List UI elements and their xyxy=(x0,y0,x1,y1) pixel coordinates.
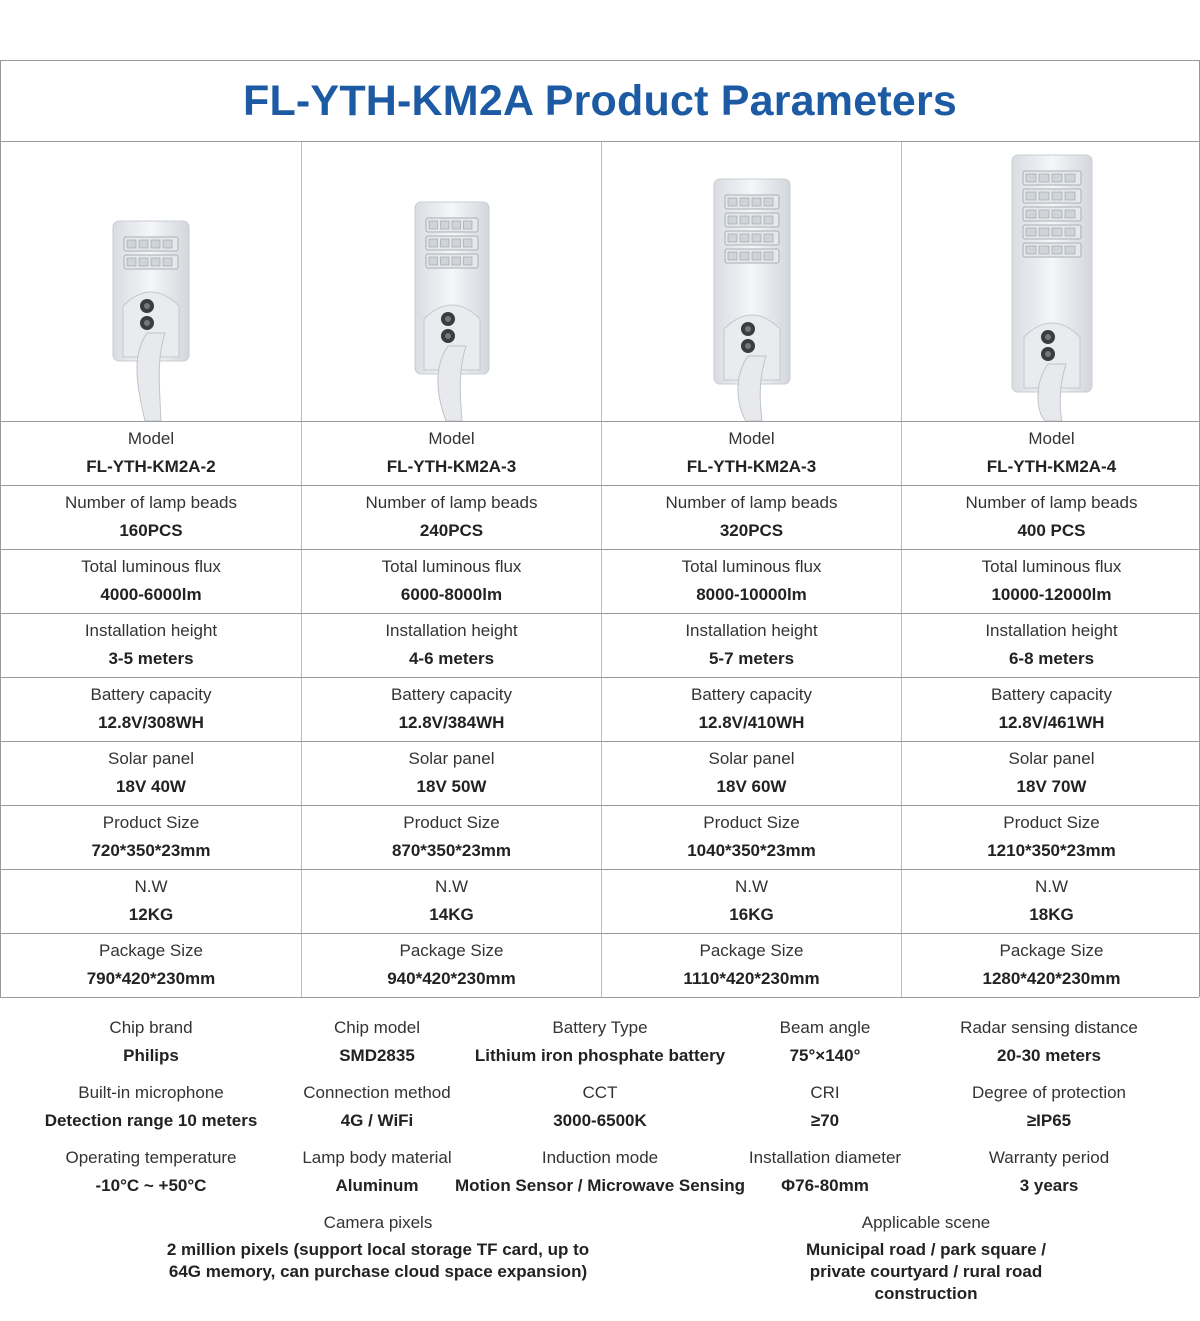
spec-label: Battery capacity xyxy=(391,685,512,704)
street-light-icon xyxy=(302,142,601,421)
title-row xyxy=(1,61,1199,142)
street-light-icon xyxy=(602,142,901,421)
common-spec xyxy=(780,1018,871,1066)
spec-value: 790*420*230mm xyxy=(86,969,216,988)
spec-cell xyxy=(901,806,1200,869)
spec-value: 18V 70W xyxy=(1016,777,1087,796)
spec-value: ≥70 xyxy=(810,1111,840,1130)
common-spec xyxy=(960,1018,1138,1066)
spec-label: Number of lamp beads xyxy=(965,493,1138,512)
spec-label: Applicable scene xyxy=(861,1213,991,1232)
spec-cell xyxy=(901,550,1200,613)
spec-value: 10000-12000lm xyxy=(991,585,1112,604)
spec-value: 1110*420*230mm xyxy=(683,969,820,988)
spec-value: 940*420*230mm xyxy=(387,969,516,988)
spec-label: Radar sensing distance xyxy=(960,1018,1138,1037)
spec-cell xyxy=(1,678,301,741)
spec-cell xyxy=(901,870,1200,933)
spec-value: 8000-10000lm xyxy=(696,585,807,604)
spec-cell xyxy=(1,742,301,805)
spec-value: 1280*420*230mm xyxy=(982,969,1121,988)
spec-value: -10°C ~ +50°C xyxy=(95,1176,207,1195)
spec-value: 3 years xyxy=(1019,1176,1079,1195)
spec-value: Philips xyxy=(123,1046,179,1065)
spec-cell xyxy=(1,614,301,677)
spec-cell xyxy=(301,550,601,613)
product-image-3 xyxy=(601,142,901,421)
common-spec xyxy=(749,1148,901,1196)
spec-value: 160PCS xyxy=(119,521,183,540)
spec-cell xyxy=(601,422,901,485)
spec-value: 12.8V/461WH xyxy=(998,713,1105,732)
bottom-specs-row xyxy=(0,1213,1200,1303)
spec-value: 16KG xyxy=(729,905,774,924)
spec-row xyxy=(1,550,1200,614)
spec-value: 400 PCS xyxy=(1017,521,1086,540)
street-light-icon xyxy=(1,142,301,421)
spec-value: Detection range 10 meters xyxy=(44,1111,258,1130)
spec-cell xyxy=(601,934,901,997)
spec-cell xyxy=(901,422,1200,485)
spec-label: Model xyxy=(428,429,475,448)
spec-label: Package Size xyxy=(99,941,203,960)
spec-label: Operating temperature xyxy=(65,1148,237,1167)
spec-label: Product Size xyxy=(1003,813,1100,832)
spec-value: FL-YTH-KM2A-3 xyxy=(386,457,517,476)
spec-label: Total luminous flux xyxy=(981,557,1122,576)
spec-label: N.W xyxy=(434,877,469,896)
spec-value: FL-YTH-KM2A-4 xyxy=(986,457,1117,476)
spec-label: Lamp body material xyxy=(302,1148,452,1167)
spec-label: CCT xyxy=(582,1083,618,1102)
spec-label: Installation height xyxy=(385,621,518,640)
street-light-icon xyxy=(902,142,1200,421)
spec-label: Installation height xyxy=(985,621,1118,640)
spec-label: Beam angle xyxy=(779,1018,871,1037)
spec-value: FL-YTH-KM2A-2 xyxy=(86,457,216,476)
spec-cell xyxy=(1,550,301,613)
spec-label: Model xyxy=(1028,429,1075,448)
spec-label: Number of lamp beads xyxy=(365,493,538,512)
common-spec xyxy=(475,1018,725,1066)
spec-cell xyxy=(1,870,301,933)
spec-cell xyxy=(901,678,1200,741)
spec-label: Battery capacity xyxy=(691,685,812,704)
spec-cell xyxy=(1,486,301,549)
spec-label: Product Size xyxy=(102,813,200,832)
spec-cell xyxy=(601,742,901,805)
spec-label: Warranty period xyxy=(988,1148,1110,1167)
common-specs-row xyxy=(0,1018,1200,1083)
spec-value: Aluminum xyxy=(335,1176,419,1195)
spec-label: Degree of protection xyxy=(971,1083,1127,1102)
spec-cell xyxy=(301,806,601,869)
spec-value: 2 million pixels (support local storage TF card, up to 64G memory, can purchase cloud space expansion) xyxy=(166,1240,590,1281)
spec-label: Total luminous flux xyxy=(81,557,221,576)
product-image-4 xyxy=(901,142,1200,421)
spec-row xyxy=(1,422,1200,486)
common-spec xyxy=(972,1083,1126,1131)
spec-value: 720*350*23mm xyxy=(91,841,211,860)
spec-cell xyxy=(601,678,901,741)
spec-value: Φ76-80mm xyxy=(781,1176,869,1195)
spec-cell xyxy=(901,614,1200,677)
spec-value: 320PCS xyxy=(719,521,784,540)
spec-cell xyxy=(1,422,301,485)
common-spec xyxy=(989,1148,1109,1196)
spec-cell xyxy=(901,486,1200,549)
spec-cell xyxy=(901,934,1200,997)
spec-value: 18KG xyxy=(1029,905,1074,924)
spec-label: N.W xyxy=(134,877,168,896)
spec-value: 12.8V/384WH xyxy=(398,713,505,732)
spec-label: Model xyxy=(728,429,775,448)
spec-value: SMD2835 xyxy=(339,1046,415,1065)
common-specs-row xyxy=(0,1148,1200,1213)
spec-label: Solar panel xyxy=(107,749,194,768)
common-spec xyxy=(45,1083,258,1131)
spec-cell xyxy=(301,934,601,997)
spec-cell xyxy=(1,806,301,869)
spec-cell xyxy=(301,742,601,805)
spec-label: Installation diameter xyxy=(748,1148,902,1167)
common-specs-row xyxy=(0,1083,1200,1148)
common-spec xyxy=(302,1148,451,1196)
spec-label: Solar panel xyxy=(408,749,495,768)
spec-cell xyxy=(301,870,601,933)
spec-value: 14KG xyxy=(429,905,474,924)
spec-value: FL-YTH-KM2A-3 xyxy=(686,457,817,476)
spec-row xyxy=(1,742,1200,806)
applicable-scene-spec xyxy=(789,1213,1063,1305)
spec-label: Total luminous flux xyxy=(381,557,522,576)
spec-label: Chip brand xyxy=(109,1018,193,1037)
spec-value: 870*350*23mm xyxy=(391,841,512,860)
spec-label: Solar panel xyxy=(708,749,795,768)
common-spec xyxy=(553,1083,647,1131)
spec-value: 1040*350*23mm xyxy=(687,841,816,860)
spec-row xyxy=(1,486,1200,550)
spec-value: ≥IP65 xyxy=(1026,1111,1072,1130)
spec-value: 12KG xyxy=(128,905,174,924)
spec-value: 6-8 meters xyxy=(1008,649,1095,668)
spec-label: Package Size xyxy=(699,941,804,960)
spec-label: CRI xyxy=(810,1083,840,1102)
spec-label: Product Size xyxy=(703,813,800,832)
spec-label: Installation height xyxy=(84,621,218,640)
spec-value: Lithium iron phosphate battery xyxy=(474,1046,726,1065)
product-image-1 xyxy=(1,142,301,421)
common-spec xyxy=(303,1083,450,1131)
spec-label: Total luminous flux xyxy=(681,557,822,576)
spec-label: Solar panel xyxy=(1008,749,1095,768)
spec-row xyxy=(1,806,1200,870)
spec-label: Induction mode xyxy=(541,1148,659,1167)
spec-label: Number of lamp beads xyxy=(65,493,237,512)
parameters-table xyxy=(0,60,1199,998)
spec-label: N.W xyxy=(734,877,769,896)
spec-value: 75°×140° xyxy=(789,1046,861,1065)
common-spec xyxy=(810,1083,839,1131)
spec-value: 4-6 meters xyxy=(408,649,495,668)
spec-cell xyxy=(301,422,601,485)
spec-cell xyxy=(1,934,301,997)
spec-label: Chip model xyxy=(334,1018,420,1037)
spec-value: 1210*350*23mm xyxy=(987,841,1116,860)
spec-label: Number of lamp beads xyxy=(665,493,838,512)
spec-value: 20-30 meters xyxy=(997,1046,1101,1065)
spec-value: 18V 60W xyxy=(716,777,787,796)
spec-label: N.W xyxy=(1034,877,1069,896)
spec-cell xyxy=(601,614,901,677)
spec-cell xyxy=(601,806,901,869)
spec-cell xyxy=(301,614,601,677)
spec-value: Municipal road / park square / private courtyard / rural road construction xyxy=(806,1240,1046,1303)
common-spec xyxy=(109,1018,192,1066)
spec-value: 3-5 meters xyxy=(108,649,194,668)
spec-label: Built-in microphone xyxy=(78,1083,224,1102)
spec-label: Model xyxy=(127,429,175,448)
common-spec xyxy=(455,1148,745,1196)
spec-value: 6000-8000lm xyxy=(400,585,503,604)
spec-label: Product Size xyxy=(403,813,500,832)
spec-cell xyxy=(901,742,1200,805)
spec-row xyxy=(1,614,1200,678)
spec-value: 18V 40W xyxy=(116,777,186,796)
spec-label: Battery capacity xyxy=(991,685,1112,704)
spec-value: 240PCS xyxy=(419,521,484,540)
spec-row xyxy=(1,870,1200,934)
spec-cell xyxy=(601,550,901,613)
spec-row xyxy=(1,934,1200,997)
spec-value: 5-7 meters xyxy=(708,649,795,668)
spec-value: 4000-6000lm xyxy=(100,585,202,604)
common-spec xyxy=(334,1018,420,1066)
page-title: FL-YTH-KM2A Product Parameters xyxy=(242,76,958,125)
spec-value: 4G / WiFi xyxy=(340,1111,414,1130)
product-image-2 xyxy=(301,142,601,421)
spec-label: Package Size xyxy=(399,941,504,960)
spec-cell xyxy=(601,486,901,549)
spec-value: 18V 50W xyxy=(416,777,487,796)
spec-label: Camera pixels xyxy=(323,1213,433,1232)
camera-pixels-spec xyxy=(167,1213,589,1283)
spec-cell xyxy=(301,678,601,741)
spec-value: 12.8V/308WH xyxy=(98,713,204,732)
common-spec xyxy=(65,1148,236,1196)
spec-label: Package Size xyxy=(999,941,1104,960)
spec-cell xyxy=(601,870,901,933)
common-specs xyxy=(0,1018,1200,1303)
spec-label: Battery Type xyxy=(552,1018,648,1037)
spec-row xyxy=(1,678,1200,742)
spec-label: Battery capacity xyxy=(90,685,212,704)
spec-value: 12.8V/410WH xyxy=(698,713,805,732)
product-image-row xyxy=(1,142,1200,422)
product-grid xyxy=(1,142,1200,997)
spec-cell xyxy=(301,486,601,549)
spec-value: 3000-6500K xyxy=(553,1111,647,1130)
spec-label: Connection method xyxy=(303,1083,451,1102)
spec-label: Installation height xyxy=(685,621,818,640)
spec-value: Motion Sensor / Microwave Sensing xyxy=(455,1176,745,1195)
